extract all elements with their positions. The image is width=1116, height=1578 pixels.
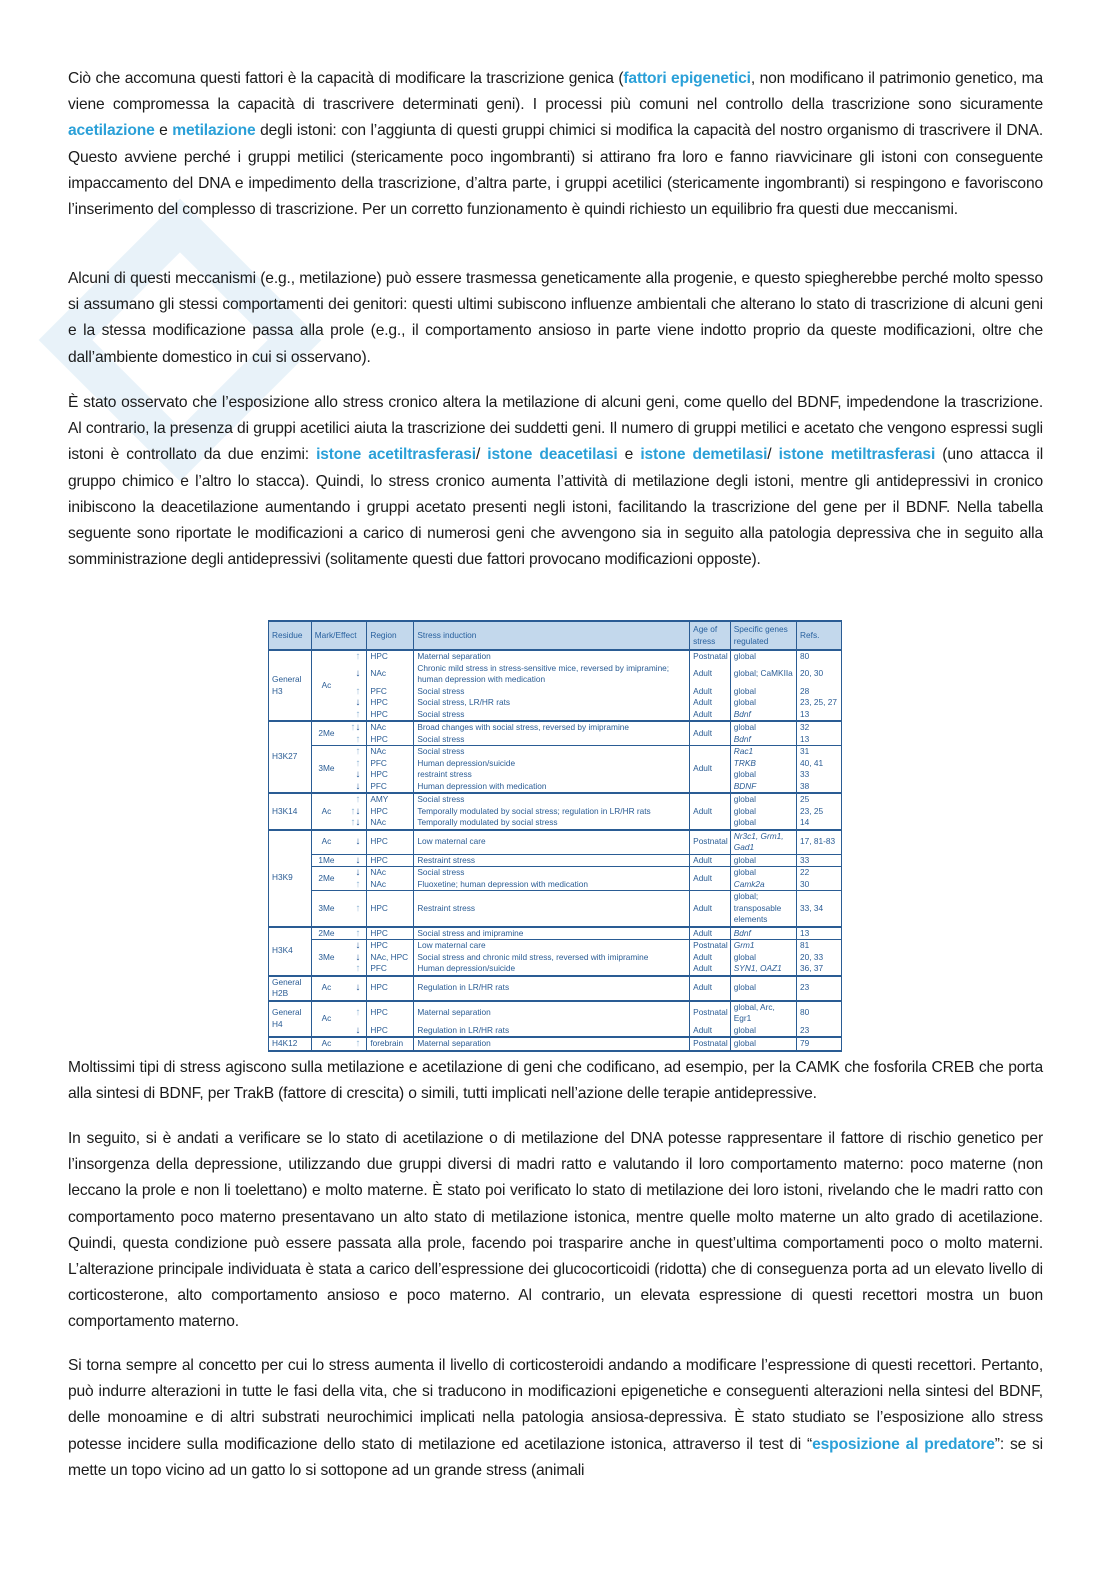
table-row xyxy=(269,891,842,927)
cell-refs: 81 xyxy=(797,940,842,952)
cell-region: HPC xyxy=(367,891,414,927)
cell-residue: H3K9 xyxy=(269,830,312,927)
arrow-down-icon: ↓ xyxy=(355,836,361,848)
cell-age: Postnatal xyxy=(690,830,731,855)
header-residue: Residue xyxy=(269,621,312,650)
body-text: , non modificano il patrimonio genetico, ma viene compromessa la capacità di trascrivere determinati geni). I processi più comuni nel controllo della trascrizione sono sicuramente xyxy=(68,70,1043,114)
body-text: (uno attacca il gruppo chimico e l’altro lo stacca). Quindi, lo stress cronico aumenta l’attività di metilazione degli istoni, mentre gli antidepressivi in cronico inibiscono la deacetilazione aumentando i gruppi acetato presenti negli istoni, facilitando la trascrizione del gene per il BDNF. Nella tabella seguente sono riportate le modificazioni a carico di numerosi geni che avvengono sia in seguito alla patologia depressiva che in seguito alla somministrazione degli antidepressivi (solitamente questi due fattori provocano modificazioni opposte). xyxy=(68,446,1044,569)
cell-effect-arrow xyxy=(341,830,367,855)
header-age-of-stress: Age of stress xyxy=(690,621,731,650)
cell-effect-arrow xyxy=(341,1001,367,1025)
cell-age: Postnatal xyxy=(690,650,731,663)
cell-region: NAc, HPC xyxy=(367,952,414,964)
cell-residue: H3K4 xyxy=(269,927,312,976)
header-refs: Refs. xyxy=(797,621,842,650)
cell-stress-induction: Social stress xyxy=(414,793,690,806)
table-row xyxy=(269,854,842,867)
cell-refs: 23, 25 xyxy=(797,806,842,818)
cell-region: AMY xyxy=(367,793,414,806)
cell-region: forebrain xyxy=(367,1037,414,1051)
cell-effect-arrow xyxy=(341,940,367,952)
arrow-down-icon: ↓ xyxy=(355,780,361,792)
cell-refs: 40, 41 xyxy=(797,758,842,770)
cell-age: Postnatal xyxy=(690,940,731,952)
cell-genes: global xyxy=(730,806,796,818)
table-row xyxy=(269,1037,842,1051)
body-text: degli istoni: con l’aggiunta di questi gruppi chimici si modifica la capacità del nostro organismo di trascrivere il DNA. Questo avviene perché i gruppi metilici (stericamente poco ingombranti) si attirano fra loro e fanno riavvicinare gli istoni con conseguente impaccamento del DNA e impedimento della trascrizione, d’altra parte, i gruppi acetilici (stericamente ingombranti) si respingono e favoriscono l’inserimento del complesso di trascrizione. Per un corretto funzionamento è quindi richiesto un equilibrio fra questi due meccanismi. xyxy=(68,122,1044,219)
cell-stress-induction: Social stress xyxy=(414,746,690,758)
cell-age: Postnatal xyxy=(690,1037,731,1051)
cell-refs: 80 xyxy=(797,650,842,663)
cell-genes: Bdnf xyxy=(730,927,796,940)
cell-genes: global xyxy=(730,817,796,830)
table-row xyxy=(269,952,842,964)
highlighted-term: esposizione al predatore xyxy=(812,1435,995,1453)
arrow-up-icon: ↑ xyxy=(350,817,356,828)
cell-genes: global xyxy=(730,686,796,698)
cell-effect-arrow xyxy=(341,758,367,770)
arrow-up-icon: ↑ xyxy=(355,746,361,757)
cell-age: Adult xyxy=(690,1025,731,1038)
cell-region: NAc xyxy=(367,817,414,830)
table-row xyxy=(269,697,842,709)
cell-age: Adult xyxy=(690,867,731,891)
cell-effect-arrow xyxy=(341,650,367,663)
histone-modification-table xyxy=(268,620,842,1052)
cell-refs: 30 xyxy=(797,879,842,891)
cell-genes: global xyxy=(730,1025,796,1038)
cell-region: NAc xyxy=(367,721,414,734)
cell-effect-arrow xyxy=(341,806,367,818)
paragraph-chronic-stress xyxy=(68,390,1043,573)
cell-refs: 20, 30 xyxy=(797,663,842,686)
cell-effect-arrow xyxy=(341,734,367,746)
arrow-up-icon: ↑ xyxy=(355,757,361,769)
cell-refs: 80 xyxy=(797,1001,842,1025)
cell-genes: global xyxy=(730,854,796,867)
cell-genes: SYN1, OAZ1 xyxy=(730,963,796,976)
cell-refs: 33 xyxy=(797,854,842,867)
cell-refs: 79 xyxy=(797,1037,842,1051)
body-text: e xyxy=(617,446,641,464)
table-row xyxy=(269,976,842,1001)
cell-mark: Ac xyxy=(311,1001,341,1038)
cell-age: Adult xyxy=(690,854,731,867)
cell-age: Adult xyxy=(690,963,731,976)
cell-region: HPC xyxy=(367,854,414,867)
table-row xyxy=(269,940,842,952)
cell-region: NAc xyxy=(367,867,414,879)
cell-effect-arrow xyxy=(341,1037,367,1051)
arrow-down-icon: ↓ xyxy=(355,769,361,780)
cell-refs: 28 xyxy=(797,686,842,698)
cell-age: Adult xyxy=(690,891,731,927)
table-row xyxy=(269,781,842,794)
table-row xyxy=(269,963,842,976)
body-text: / xyxy=(475,446,488,464)
cell-effect-arrow xyxy=(341,927,367,940)
cell-effect-arrow xyxy=(341,867,367,879)
cell-stress-induction: Chronic mild stress in stress-sensitive mice, reversed by imipramine; human depression with medication xyxy=(414,663,690,686)
cell-stress-induction: Social stress and imipramine xyxy=(414,927,690,940)
cell-residue: H3K27 xyxy=(269,721,312,793)
cell-mark: 3Me xyxy=(311,746,341,794)
cell-effect-arrow xyxy=(341,879,367,891)
cell-stress-induction: Restraint stress xyxy=(414,891,690,927)
cell-region: HPC xyxy=(367,769,414,781)
cell-region: HPC xyxy=(367,830,414,855)
cell-genes: Rac1 xyxy=(730,746,796,758)
header-mark-effect: Mark/Effect xyxy=(311,621,367,650)
cell-refs: 36, 37 xyxy=(797,963,842,976)
cell-residue: H4K12 xyxy=(269,1037,312,1051)
cell-genes: Nr3c1, Grm1, Gad1 xyxy=(730,830,796,855)
cell-mark: Ac xyxy=(311,650,341,721)
cell-effect-arrow xyxy=(341,781,367,794)
cell-genes: global, Arc, Egr1 xyxy=(730,1001,796,1025)
cell-stress-induction: Regulation in LR/HR rats xyxy=(414,1025,690,1038)
cell-region: PFC xyxy=(367,686,414,698)
cell-region: NAc xyxy=(367,663,414,686)
cell-residue: General H4 xyxy=(269,1001,312,1038)
table-row xyxy=(269,650,842,663)
cell-stress-induction: Low maternal care xyxy=(414,830,690,855)
table-row xyxy=(269,879,842,891)
arrow-up-icon: ↑ xyxy=(355,1007,361,1019)
arrow-down-icon: ↓ xyxy=(355,668,361,680)
cell-mark: Ac xyxy=(311,793,341,830)
cell-genes: global xyxy=(730,1037,796,1051)
cell-genes: global xyxy=(730,867,796,879)
table-row xyxy=(269,1025,842,1038)
cell-stress-induction: Regulation in LR/HR rats xyxy=(414,976,690,1001)
table-row xyxy=(269,686,842,698)
table-row xyxy=(269,1001,842,1025)
cell-region: HPC xyxy=(367,1025,414,1038)
header-stress-induction: Stress induction xyxy=(414,621,690,650)
epigenetic-table xyxy=(268,620,842,1052)
table-row xyxy=(269,663,842,686)
paragraph-predator-exposure xyxy=(68,1353,1043,1484)
cell-age: Adult xyxy=(690,976,731,1001)
cell-effect-arrow xyxy=(341,709,367,722)
body-text: Moltissimi tipi di stress agiscono sulla metilazione e acetilazione di geni che codificano, ad esempio, per la CAMK che fosforila CREB che porta alla sintesi di BDNF, per TrakB (fattore di crescita) o simili, tutti implicati nell’azione delle terapie antidepressive. xyxy=(68,1059,1043,1103)
cell-refs: 23 xyxy=(797,976,842,1001)
cell-age: Adult xyxy=(690,793,731,830)
cell-refs: 17, 81-83 xyxy=(797,830,842,855)
arrow-up-icon: ↑ xyxy=(355,1038,361,1049)
arrow-down-icon: ↓ xyxy=(355,982,361,994)
cell-stress-induction: Temporally modulated by social stress xyxy=(414,817,690,830)
cell-stress-induction: Maternal separation xyxy=(414,650,690,663)
paragraph-camk-creb xyxy=(68,1055,1043,1107)
cell-mark: 3Me xyxy=(311,940,341,976)
cell-genes: global; transposable elements xyxy=(730,891,796,927)
cell-genes: Grm1 xyxy=(730,940,796,952)
cell-mark: Ac xyxy=(311,976,341,1001)
cell-refs: 33, 34 xyxy=(797,891,842,927)
table-row xyxy=(269,817,842,830)
cell-refs: 13 xyxy=(797,927,842,940)
body-text: In seguito, si è andati a verificare se lo stato di acetilazione o di metilazione del DNA potesse rappresentare il fattore di rischio genetico per l’insorgenza della depressione, utilizzando due gruppi diversi di madri ratto e valutando il loro comportamento materno: poco materne (non leccano la prole e non li toelettano) e molto materne. È stato poi verificato lo stato di metilazione dei loro istoni, rivelando che le madri ratto con comportamento poco materno presentavano un alto stato di metilazione istonica, mentre quelle molto materne un alto grado di acetilazione. Quindi, questa condizione può essere passata alla prole, facendo poi trasparire anche in quest’ultima comportamenti poco o molto materni. L’alterazione principale individuata è stata a carico dell’espressione dei glucocorticoidi (ridotta) che di conseguenza porta ad un elevato livello di corticosterone, alto comportamento ansioso e poco materno. Al contrario, un elevata espressione di questi recettori mostra un buon comportamento materno. xyxy=(68,1130,1043,1331)
cell-effect-arrow xyxy=(341,697,367,709)
cell-age: Adult xyxy=(690,927,731,940)
cell-mark: 1Me xyxy=(311,854,341,867)
cell-effect-arrow xyxy=(341,976,367,1001)
highlighted-term: istone demetilasi xyxy=(640,446,768,464)
cell-region: HPC xyxy=(367,650,414,663)
highlighted-term: acetilazione xyxy=(68,122,155,140)
cell-stress-induction: Human depression/suicide xyxy=(414,963,690,976)
cell-effect-arrow xyxy=(341,952,367,964)
cell-effect-arrow xyxy=(341,854,367,867)
cell-region: HPC xyxy=(367,976,414,1001)
cell-refs: 22 xyxy=(797,867,842,879)
arrow-up-icon: ↑ xyxy=(355,878,361,890)
cell-effect-arrow xyxy=(341,817,367,830)
cell-stress-induction: Social stress, LR/HR rats xyxy=(414,697,690,709)
cell-residue: General H2B xyxy=(269,976,312,1001)
header-region: Region xyxy=(367,621,414,650)
arrow-down-icon: ↓ xyxy=(355,697,361,708)
header-specific-genes: Specific genes regulated xyxy=(730,621,796,650)
cell-refs: 38 xyxy=(797,781,842,794)
cell-stress-induction: Broad changes with social stress, reversed by imipramine xyxy=(414,721,690,734)
cell-age: Adult xyxy=(690,709,731,722)
cell-region: HPC xyxy=(367,1001,414,1025)
cell-region: NAc xyxy=(367,746,414,758)
cell-region: HPC xyxy=(367,697,414,709)
cell-genes: global xyxy=(730,976,796,1001)
cell-genes: Bdnf xyxy=(730,734,796,746)
cell-stress-induction: Social stress and chronic mild stress, reversed with imipramine xyxy=(414,952,690,964)
cell-genes: global xyxy=(730,952,796,964)
cell-mark: 2Me xyxy=(311,927,341,940)
table-row xyxy=(269,709,842,722)
paragraph-inheritance xyxy=(68,266,1043,371)
cell-refs: 23 xyxy=(797,1025,842,1038)
cell-age: Adult xyxy=(690,721,731,746)
table-row xyxy=(269,830,842,855)
cell-effect-arrow xyxy=(341,769,367,781)
body-text: / xyxy=(767,446,779,464)
cell-stress-induction: Low maternal care xyxy=(414,940,690,952)
cell-effect-arrow xyxy=(341,686,367,698)
cell-age: Adult xyxy=(690,746,731,794)
table-row xyxy=(269,734,842,746)
arrow-up-icon: ↑ xyxy=(350,722,356,733)
cell-genes: global xyxy=(730,769,796,781)
table-row xyxy=(269,806,842,818)
cell-refs: 25 xyxy=(797,793,842,806)
arrow-up-icon: ↑ xyxy=(355,963,361,974)
cell-residue: General H3 xyxy=(269,650,312,721)
cell-region: PFC xyxy=(367,963,414,976)
highlighted-term: istone metiltrasferasi xyxy=(778,446,936,464)
cell-genes: global; CaMKIIa xyxy=(730,663,796,686)
cell-refs: 23, 25, 27 xyxy=(797,697,842,709)
arrow-down-icon: ↓ xyxy=(355,722,361,733)
cell-genes: TRKB xyxy=(730,758,796,770)
arrow-up-icon: ↑ xyxy=(355,685,361,697)
cell-region: NAc xyxy=(367,879,414,891)
cell-region: HPC xyxy=(367,940,414,952)
arrow-up-icon: ↑ xyxy=(350,805,356,817)
body-text: Si torna sempre al concetto per cui lo stress aumenta il livello di corticosteroidi andando a modificare l’espressione di questi recettori. Pertanto, può indurre alterazioni in tutte le fasi della vita, che si traducono in modificazioni epigenetiche e conseguenti alterazioni nella sintesi del BDNF, delle monoamine e di altri substrati neurochimici implicati nella patologia ansiosa-depressiva. È stato studiato se l’esposizione allo stress potesse incidere sulla modificazione dello stato di metilazione ed acetilazione istonica, attraverso il test di “ xyxy=(68,1357,1043,1453)
cell-stress-induction: Maternal separation xyxy=(414,1001,690,1025)
arrow-up-icon: ↑ xyxy=(355,927,361,939)
arrow-down-icon: ↓ xyxy=(355,817,361,828)
cell-stress-induction: Social stress xyxy=(414,734,690,746)
highlighted-term: metilazione xyxy=(172,122,256,140)
cell-stress-induction: Restraint stress xyxy=(414,854,690,867)
cell-genes: global xyxy=(730,721,796,734)
cell-genes: global xyxy=(730,793,796,806)
cell-residue: H3K14 xyxy=(269,793,312,830)
cell-effect-arrow xyxy=(341,793,367,806)
arrow-down-icon: ↓ xyxy=(355,940,361,951)
cell-region: PFC xyxy=(367,781,414,794)
cell-refs: 32 xyxy=(797,721,842,734)
cell-effect-arrow xyxy=(341,663,367,686)
cell-refs: 14 xyxy=(797,817,842,830)
body-text: e xyxy=(154,122,173,140)
cell-age: Adult xyxy=(690,663,731,686)
body-text: È stato osservato che l’esposizione allo stress cronico altera la metilazione di alcuni geni, come quello del BDNF, impedendone la trascrizione. Al contrario, la presenza di gruppi acetilici aiuta la trascrizione dei suddetti geni. Il numero di gruppi metilici e acetato che vengono espressi sugli istoni è controllato da due enzimi: xyxy=(68,394,1043,464)
cell-genes: global xyxy=(730,697,796,709)
cell-age: Postnatal xyxy=(690,1001,731,1025)
table-row xyxy=(269,769,842,781)
cell-refs: 20, 33 xyxy=(797,952,842,964)
cell-mark: Ac xyxy=(311,830,341,855)
body-text: Ciò che accomuna questi fattori è la capacità di modificare la trascrizione genica ( xyxy=(68,70,624,87)
body-text: ”: se si mette un topo vicino ad un gatto lo si sottopone ad un grande stress (animali xyxy=(68,1435,1043,1479)
arrow-down-icon: ↓ xyxy=(355,867,361,878)
arrow-down-icon: ↓ xyxy=(355,1024,361,1036)
table-header-row xyxy=(269,621,842,650)
cell-age: Adult xyxy=(690,952,731,964)
paragraph-maternal-behavior xyxy=(68,1126,1043,1336)
cell-region: HPC xyxy=(367,734,414,746)
cell-age: Adult xyxy=(690,686,731,698)
cell-genes: BDNF xyxy=(730,781,796,794)
cell-stress-induction: Human depression with medication xyxy=(414,781,690,794)
cell-refs: 31 xyxy=(797,746,842,758)
table-row xyxy=(269,793,842,806)
table-row xyxy=(269,867,842,879)
arrow-up-icon: ↑ xyxy=(355,733,361,745)
cell-stress-induction: Social stress xyxy=(414,709,690,722)
arrow-down-icon: ↓ xyxy=(355,854,361,866)
cell-stress-induction: Social stress xyxy=(414,867,690,879)
cell-stress-induction: Maternal separation xyxy=(414,1037,690,1051)
cell-genes: Camk2a xyxy=(730,879,796,891)
highlighted-term: istone deacetilasi xyxy=(487,446,618,464)
highlighted-term: fattori epigenetici xyxy=(623,70,751,87)
highlighted-term: istone acetiltrasferasi xyxy=(316,446,476,464)
table-row xyxy=(269,758,842,770)
cell-stress-induction: Social stress xyxy=(414,686,690,698)
cell-region: HPC xyxy=(367,709,414,722)
cell-mark: Ac xyxy=(311,1037,341,1051)
cell-mark: 2Me xyxy=(311,721,341,746)
cell-refs: 33 xyxy=(797,769,842,781)
table-row xyxy=(269,746,842,758)
paragraph-epigenetic-factors xyxy=(68,66,1043,223)
cell-stress-induction: restraint stress xyxy=(414,769,690,781)
cell-region: HPC xyxy=(367,806,414,818)
cell-region: PFC xyxy=(367,758,414,770)
arrow-down-icon: ↓ xyxy=(355,805,361,817)
cell-mark: 2Me xyxy=(311,867,341,891)
cell-effect-arrow xyxy=(341,963,367,976)
arrow-up-icon: ↑ xyxy=(355,794,361,805)
arrow-up-icon: ↑ xyxy=(355,708,361,720)
cell-effect-arrow xyxy=(341,1025,367,1038)
table-row xyxy=(269,721,842,734)
arrow-up-icon: ↑ xyxy=(355,902,361,914)
cell-genes: Bdnf xyxy=(730,709,796,722)
arrow-up-icon: ↑ xyxy=(355,651,361,662)
body-text: Alcuni di questi meccanismi (e.g., metilazione) può essere trasmessa geneticamente alla progenie, e questo spiegherebbe perché molto spesso si assumano gli stessi comportamenti dei genitori: questi ultimi subiscono influenze ambientali che alterano lo stato di trascrizione di alcuni geni e la stessa modificazione passa alla prole (e.g., il comportamento ansioso in parte viene indotto proprio da queste modificazioni, oltre che dall’ambiente domestico in cui si osservano). xyxy=(68,270,1043,366)
cell-region: HPC xyxy=(367,927,414,940)
cell-stress-induction: Fluoxetine; human depression with medication xyxy=(414,879,690,891)
cell-genes: global xyxy=(730,650,796,663)
cell-effect-arrow xyxy=(341,746,367,758)
cell-effect-arrow xyxy=(341,721,367,734)
cell-refs: 13 xyxy=(797,709,842,722)
cell-effect-arrow xyxy=(341,891,367,927)
cell-mark: 3Me xyxy=(311,891,341,927)
cell-stress-induction: Human depression/suicide xyxy=(414,758,690,770)
arrow-down-icon: ↓ xyxy=(355,951,361,963)
cell-refs: 13 xyxy=(797,734,842,746)
cell-stress-induction: Temporally modulated by social stress; regulation in LR/HR rats xyxy=(414,806,690,818)
cell-age: Adult xyxy=(690,697,731,709)
table-row xyxy=(269,927,842,940)
